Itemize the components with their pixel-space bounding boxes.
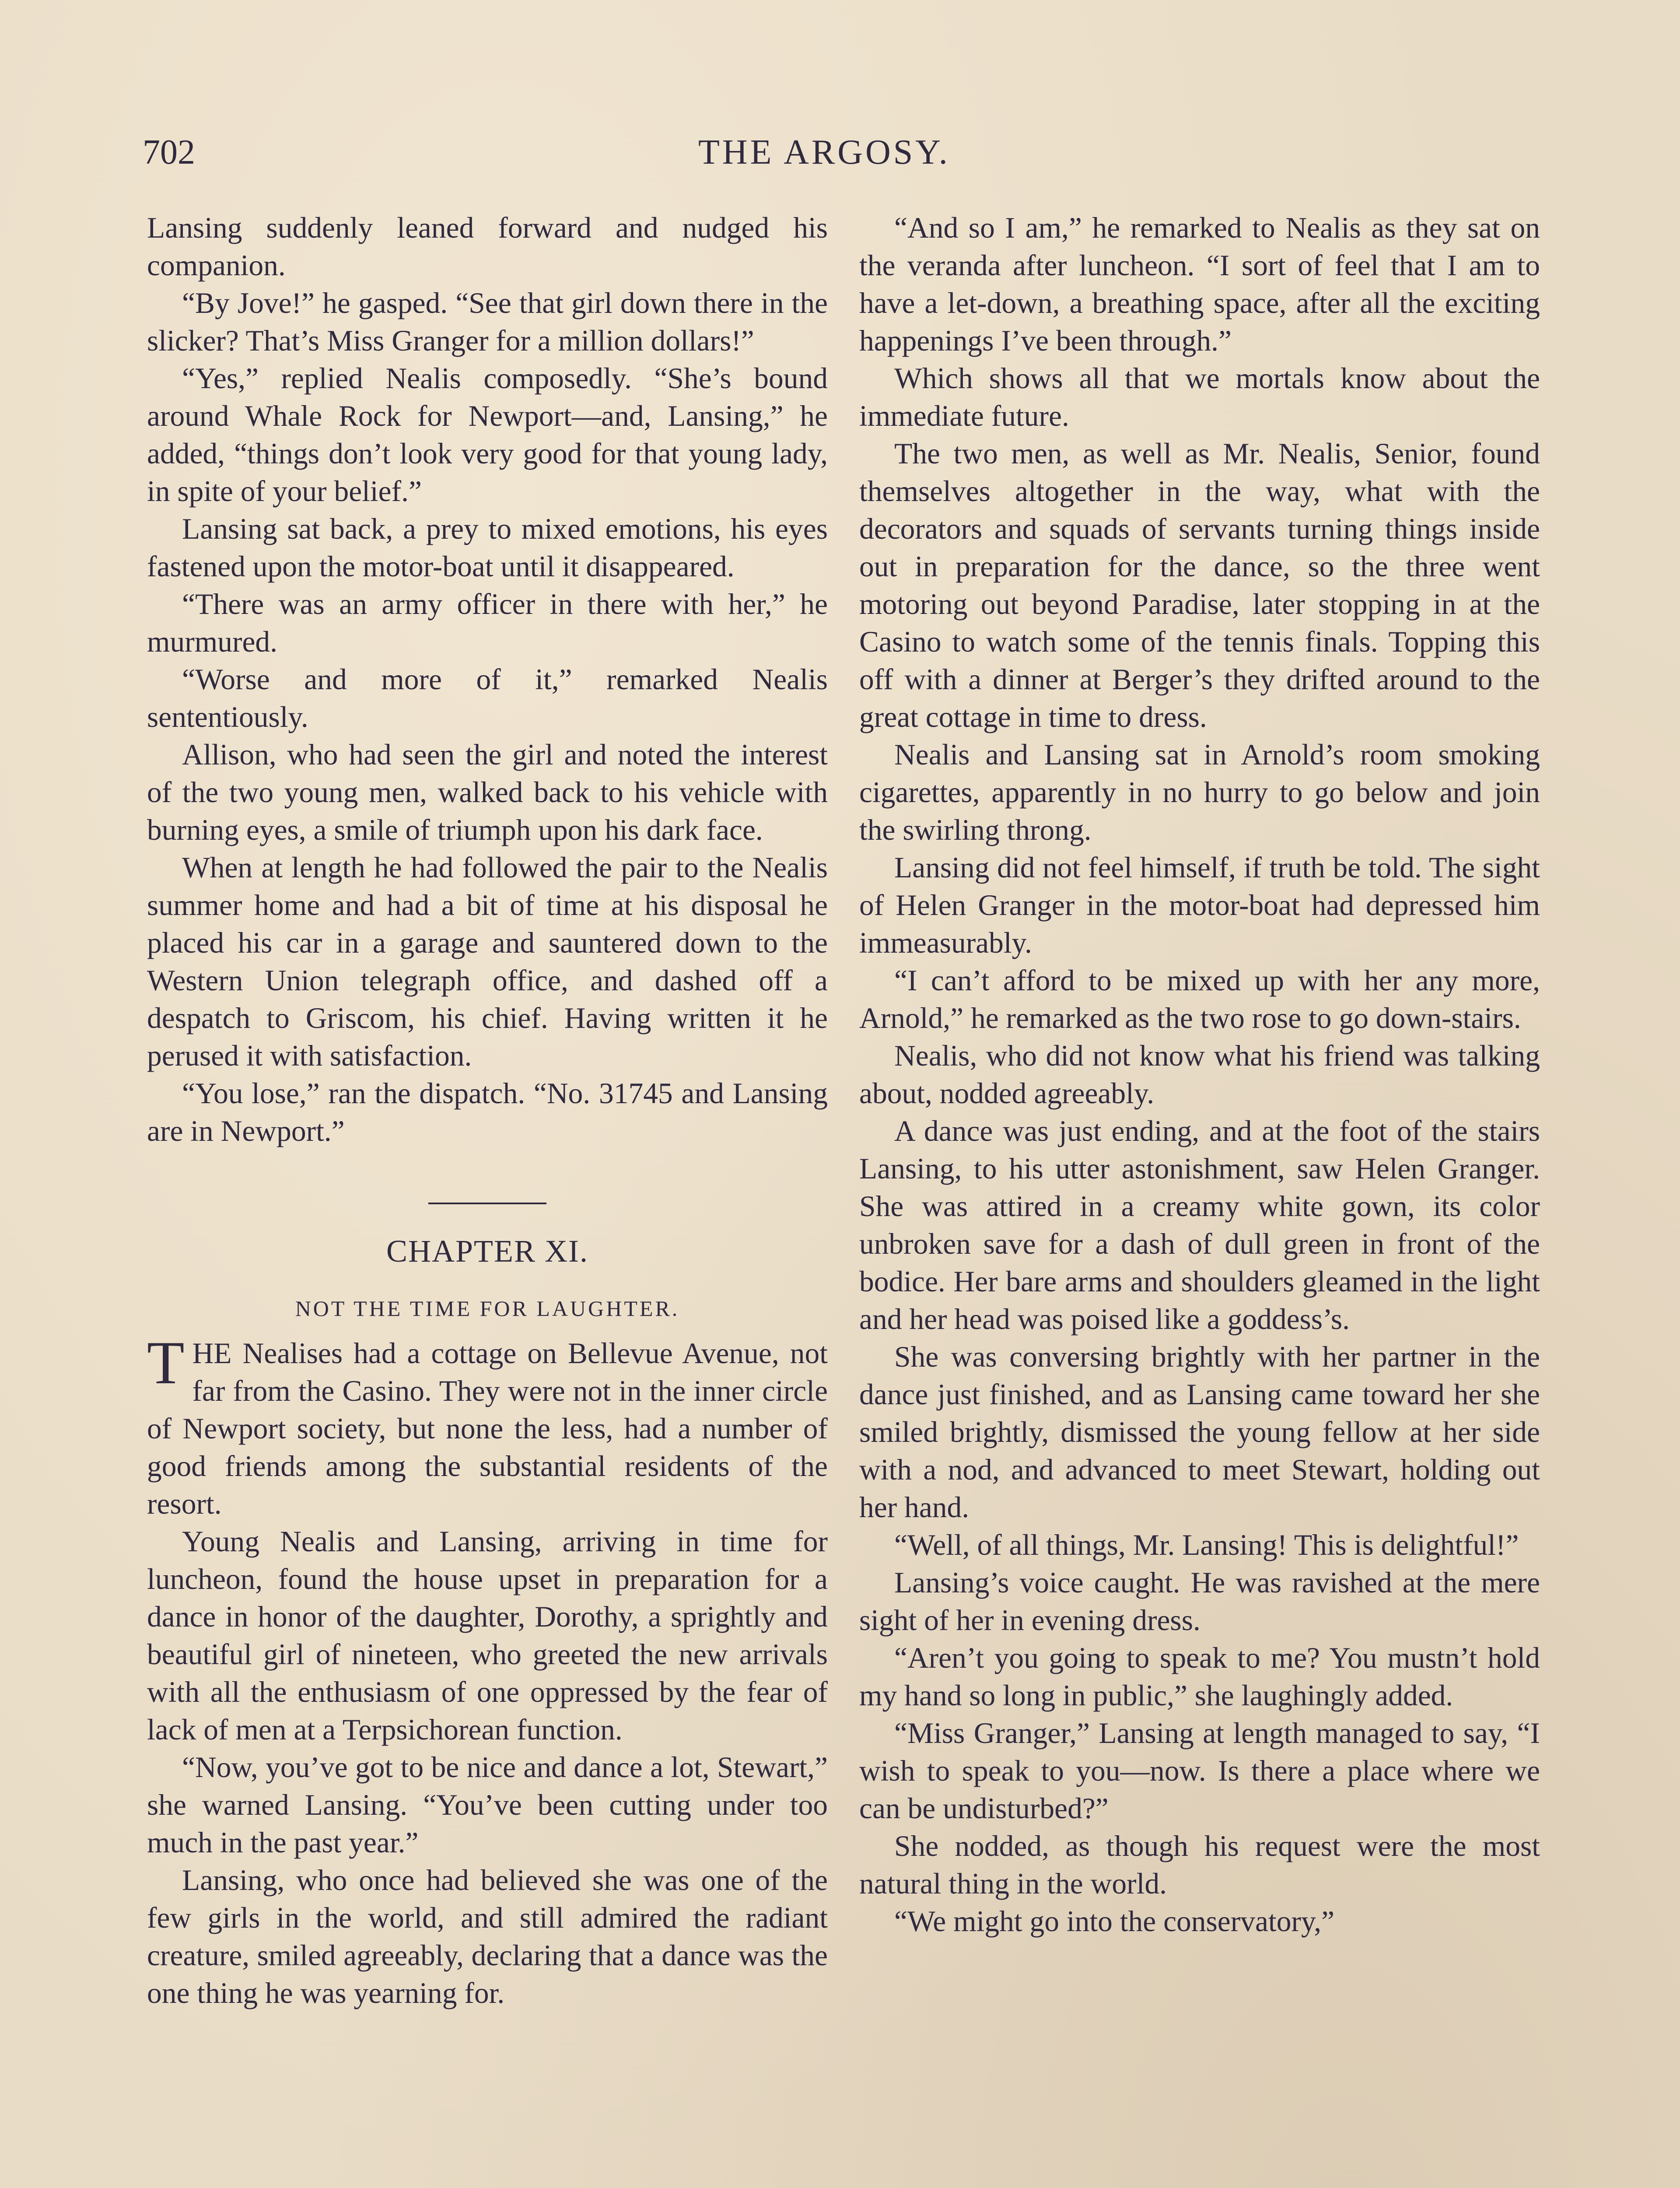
section-divider: [428, 1203, 546, 1204]
left-column: [147, 209, 828, 2012]
paragraph: Allison, who had seen the girl and noted the interest of the two young men, walked back to his vehicle with burning eyes, a smile of triumph upon his dark face.: [147, 738, 828, 846]
right-column: [859, 209, 1540, 1940]
paragraph: “There was an army officer in there with her,” he murmured.: [147, 588, 828, 658]
paragraph: “Miss Granger,” Lansing at length managed to say, “I wish to speak to you—now. Is there a place where we can be undisturbed?”: [859, 1717, 1540, 1825]
paragraph: She was conversing brightly with her partner in the dance just finished, and as Lansing came toward her she smiled brightly, dismissed the young fellow at her side with a nod, and advanced to meet Stewart, holding out her hand.: [859, 1340, 1540, 1524]
chapter-opening-paragraph: [147, 1329, 828, 1523]
paragraph: “We might go into the conservatory,”: [894, 1905, 1335, 1938]
paragraph: Lansing’s voice caught. He was ravished at the mere sight of her in evening dress.: [859, 1566, 1540, 1637]
drop-cap: T: [147, 1329, 185, 1397]
paragraph: Nealis, who did not know what his friend was talking about, nodded agreeably.: [859, 1039, 1540, 1110]
paragraph: Lansing sat back, a prey to mixed emotions, his eyes fastened upon the motor-boat until it disappeared.: [147, 512, 828, 583]
chapter-subtitle: NOT THE TIME FOR LAUGHTER.: [295, 1296, 680, 1321]
running-head: THE ARGOSY.: [698, 133, 950, 172]
paragraph: A dance was just ending, and at the foot of the stairs Lansing, to his utter astonishment, saw Helen Granger. She was attired in a creamy white gown, its color unbroken save for a dash of dull green in front of the bodice. Her bare arms and shoulders gleamed in the light and her head was poised like a goddess’s.: [859, 1115, 1540, 1336]
paragraph: When at length he had followed the pair to the Nealis summer home and had a bit of time at his disposal he placed his car in a garage and sauntered down to the Western Union telegraph office, and dashed off a despatch to Griscom, his chief. Having written it he perused it with satisfaction.: [147, 851, 828, 1072]
paragraph: She nodded, as though his request were the most natural thing in the world.: [859, 1830, 1540, 1900]
paragraph: “Yes,” replied Nealis composedly. “She’s bound around Whale Rock for Newport—and, Lansing,” he added, “things don’t look very good for that young lady, in spite of your belief.”: [147, 362, 828, 508]
paragraph: Which shows all that we mortals know about the immediate future.: [859, 362, 1540, 432]
paragraph: “Worse and more of it,” remarked Nealis sententiously.: [147, 663, 828, 733]
page-number: 702: [143, 133, 195, 172]
paragraph: Lansing did not feel himself, if truth be told. The sight of Helen Granger in the motor-boat had depressed him immeasurably.: [859, 851, 1540, 959]
paragraph: “You lose,” ran the dispatch. “No. 31745 and Lansing are in Newport.”: [147, 1077, 828, 1147]
paragraph: Nealis and Lansing sat in Arnold’s room smoking cigarettes, apparently in no hurry to go below and join the swirling throng.: [859, 738, 1540, 846]
chapter-title: CHAPTER XI.: [386, 1234, 588, 1269]
paragraph: “Aren’t you going to speak to me? You mustn’t hold my hand so long in public,” she laughingly added.: [859, 1641, 1540, 1712]
paragraph: Lansing suddenly leaned forward and nudged his companion.: [147, 211, 828, 282]
paragraph: The two men, as well as Mr. Nealis, Senior, found themselves altogether in the way, what with the decorators and squads of servants turning things inside out in preparation for the dance, so the three went motoring out beyond Paradise, later stopping in at the Casino to watch some of the tennis finals. Topping this off with a dinner at Berger’s they drifted around to the great cottage in time to dress.: [859, 437, 1540, 733]
paragraph: Lansing, who once had believed she was one of the few girls in the world, and still admired the radiant creature, smiled agreeably, declaring that a dance was the one thing he was yearning for.: [147, 1864, 828, 2009]
paragraph: “Now, you’ve got to be nice and dance a lot, Stewart,” she warned Lansing. “You’ve been cutting under too much in the past year.”: [147, 1751, 828, 1859]
paragraph: Young Nealis and Lansing, arriving in time for luncheon, found the house upset in preparation for a dance in honor of the daughter, Dorothy, a sprightly and beautiful girl of nineteen, who greeted the new arrivals with all the enthusiasm of one oppressed by the fear of lack of men at a Terpsichorean function.: [147, 1525, 828, 1746]
paragraph: “And so I am,” he remarked to Nealis as they sat on the veranda after luncheon. “I sort of feel that I am to have a let-down, a breathing space, after all the exciting happenings I’ve been through.”: [859, 211, 1540, 357]
paragraph: “Well, of all things, Mr. Lansing! This is delightful!”: [894, 1529, 1519, 1561]
opening-text: HE Nealises had a cottage on Bellevue Avenue, not far from the Casino. They were not in the inner circle of Newport society, but none the less, had a number of good friends among the substantial residents of the resort.: [147, 1337, 828, 1520]
paragraph: “By Jove!” he gasped. “See that girl down there in the slicker? That’s Miss Granger for a million dollars!”: [147, 287, 828, 357]
paragraph: “I can’t afford to be mixed up with her any more, Arnold,” he remarked as the two rose to go down-stairs.: [859, 964, 1540, 1034]
